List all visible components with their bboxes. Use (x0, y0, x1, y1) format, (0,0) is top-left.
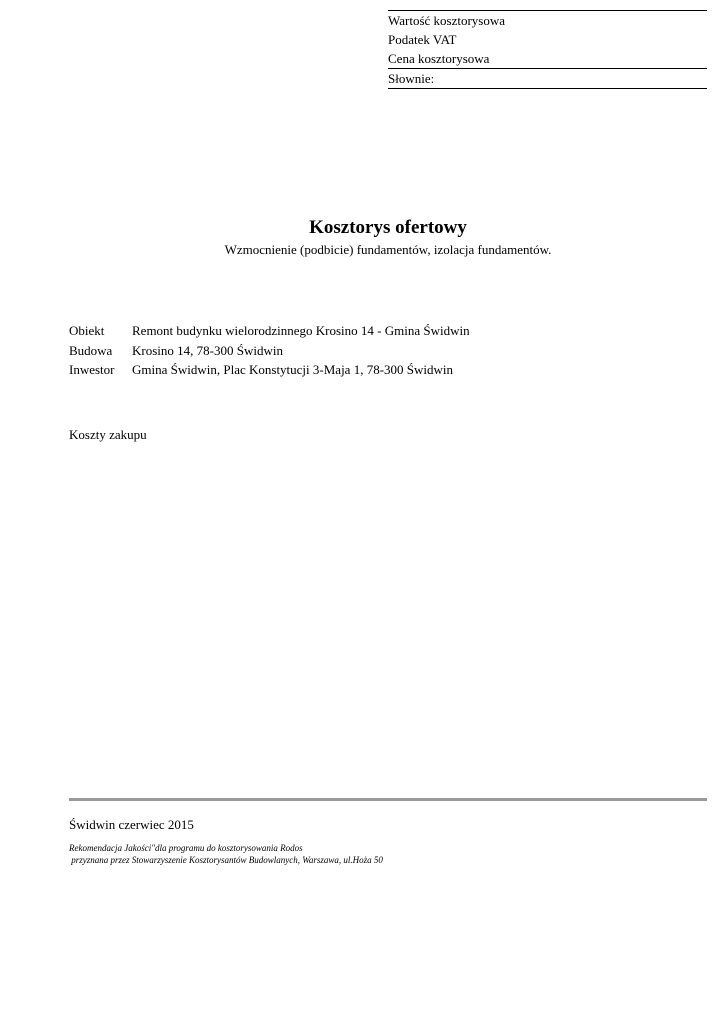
footer-recommendation-note (69, 842, 383, 866)
footer-note-line-2: przyznana przez Stowarzyszenie Kosztorysantów Budowlanych, Warszawa, ul.Hoża 50 (69, 855, 383, 865)
project-info (69, 321, 470, 380)
info-row-obiekt (69, 321, 470, 341)
info-row-inwestor (69, 360, 470, 380)
podatek-vat-label: Podatek VAT (388, 32, 457, 47)
footer-place-date: Świdwin czerwiec 2015 (69, 817, 194, 832)
info-value: Krosino 14, 78-300 Świdwin (132, 342, 283, 358)
info-label: Budowa (69, 342, 113, 358)
document-subtitle: Wzmocnienie (podbicie) fundamentów, izolacja fundamentów. (224, 242, 552, 257)
slownie-label: Słownie: (388, 71, 435, 86)
info-label: Inwestor (69, 362, 115, 377)
info-row-budowa (69, 341, 470, 361)
summary-bottom-rule (388, 88, 707, 89)
info-value: Remont budynku wielorodzinnego Krosino 14 - Gmina Świdwin (132, 323, 470, 338)
footer-divider (69, 798, 707, 801)
cena-kosztorysowa-label: Cena kosztorysowa (388, 51, 490, 66)
document-title: Kosztorys ofertowy (309, 217, 467, 238)
info-label: Obiekt (69, 323, 105, 338)
koszty-zakupu-heading: Koszty zakupu (69, 427, 147, 442)
cost-summary-block (388, 10, 707, 89)
footer-note-line-1: Rekomendacja Jakości"dla programu do kosztorysowania Rodos (69, 843, 303, 853)
info-value: Gmina Świdwin, Plac Konstytucji 3-Maja 1, 78-300 Świdwin (132, 362, 454, 377)
wartosc-kosztorysowa-label: Wartość kosztorysowa (388, 13, 506, 28)
